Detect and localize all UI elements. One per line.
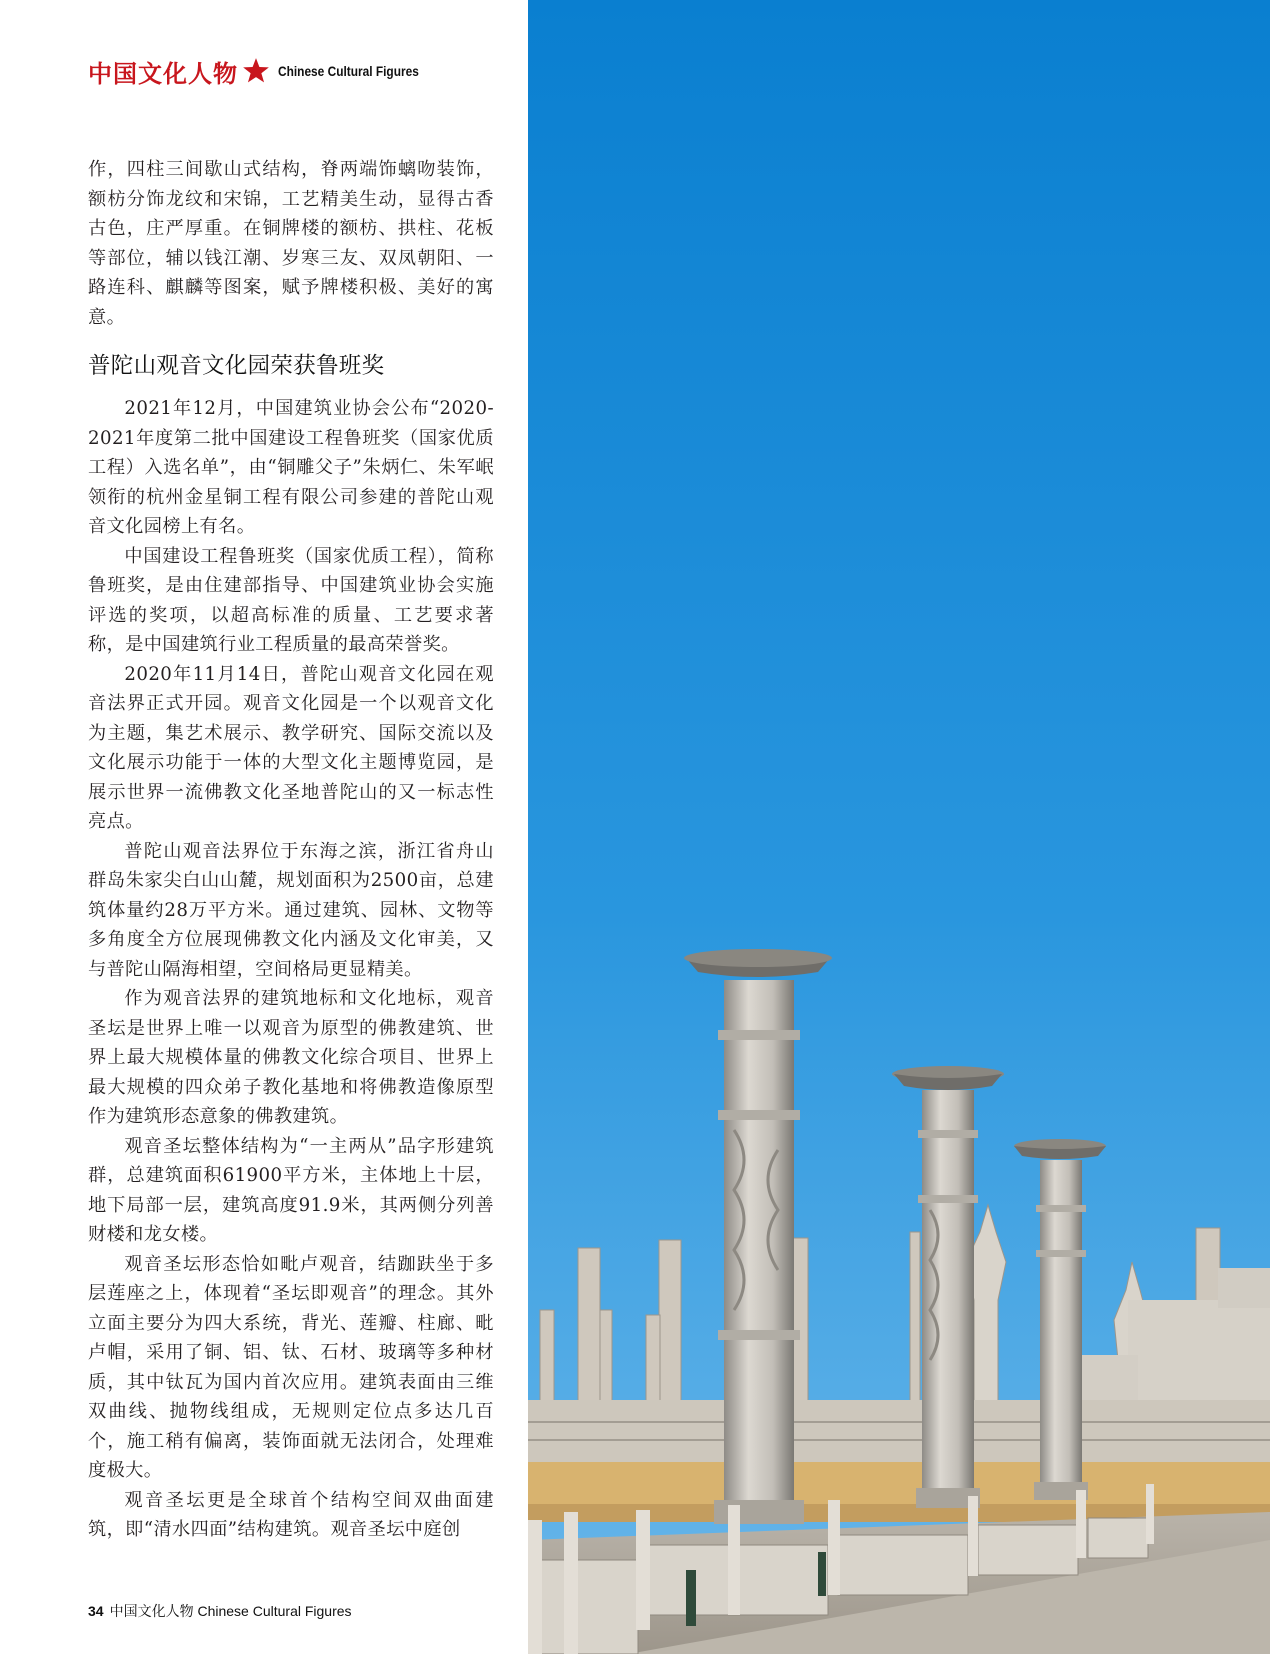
page-number: 34 [88,1603,104,1619]
golden-base [528,1462,1270,1504]
intro-paragraph: 作，四柱三间歇山式结构，脊两端饰螭吻装饰，额枋分饰龙纹和宋锦，工艺精美生动，显得古香古色，庄严厚重。在铜牌楼的额枋、拱柱、花板等部位，辅以钱江潮、岁寒三友、双凤朝阳、一路连科、麒麟等图案，赋予牌楼积极、美好的寓意。 [88,159,494,328]
paragraph: 2020年11月14日，普陀山观音文化园在观音法界正式开园。观音文化园是一个以观音文化为主题，集艺术展示、教学研究、国际交流以及文化展示功能于一体的大型文化主题博览园，是展示世界一流佛教文化圣地普陀山的又一标志性亮点。 [88,663,494,832]
photo-illustration [528,0,1270,1654]
star-icon [242,57,270,85]
magazine-english-title: Chinese Cultural Figures [278,63,419,79]
paragraph: 观音圣坛形态恰如毗卢观音，结跏趺坐于多层莲座之上，体现着“圣坛即观音”的理念。其外立面主要分为四大系统，背光、莲瓣、柱廊、毗卢帽，采用了铜、铝、钛、石材、玻璃等多种材质，其中钛瓦为国内首次应用。建筑表面由三维双曲线、抛物线组成，无规则定位点多达几百个，施工稍有偏离，装饰面就无法闭合，处理难度极大。 [88,1253,494,1481]
paragraph: 观音圣坛更是全球首个结构空间双曲面建筑，即“清水四面”结构建筑。观音圣坛中庭创 [88,1489,494,1540]
text-column [0,0,528,1654]
footer-title: 中国文化人物 Chinese Cultural Figures [109,1603,352,1619]
stone-wall [528,1400,1270,1462]
paragraph: 普陀山观音法界位于东海之滨，浙江省舟山群岛朱家尖白山山麓，规划面积为2500亩，总建筑体量约28万平方米。通过建筑、园林、文物等多角度全方位展现佛教文化内涵及文化审美，又与普陀山隔海相望，空间格局更显精美。 [88,840,494,980]
page-footer [88,1601,352,1621]
paragraph: 观音圣坛整体结构为“一主两从”品字形建筑群，总建筑面积61900平方米，主体地上十层，地下局部一层，建筑高度91.9米，其两侧分列善财楼和龙女楼。 [88,1135,494,1245]
article-body [88,155,494,1545]
pillars-photo [528,0,1270,1654]
paragraph: 2021年12月，中国建筑业协会公布“2020-2021年度第二批中国建设工程鲁班奖（国家优质工程）入选名单”，由“铜雕父子”朱炳仁、朱军岷领衔的杭州金星铜工程有限公司参建的普陀山观音文化园榜上有名。 [88,398,494,537]
paragraph: 中国建设工程鲁班奖（国家优质工程），简称鲁班奖，是由住建部指导、中国建筑业协会实施评选的奖项，以超高标准的质量、工艺要求著称，是中国建筑行业工程质量的最高荣誉奖。 [88,545,494,655]
section-heading: 普陀山观音文化园荣获鲁班奖 [88,353,385,379]
magazine-header [88,54,444,88]
paragraph: 作为观音法界的建筑地标和文化地标，观音圣坛是世界上唯一以观音为原型的佛教建筑、世界上最大规模体量的佛教文化综合项目、世界上最大规模的四众弟子教化基地和将佛教造像原型作为建筑形态意象的佛教建筑。 [88,988,494,1127]
magazine-logo: 中国文化人物 [88,58,238,88]
